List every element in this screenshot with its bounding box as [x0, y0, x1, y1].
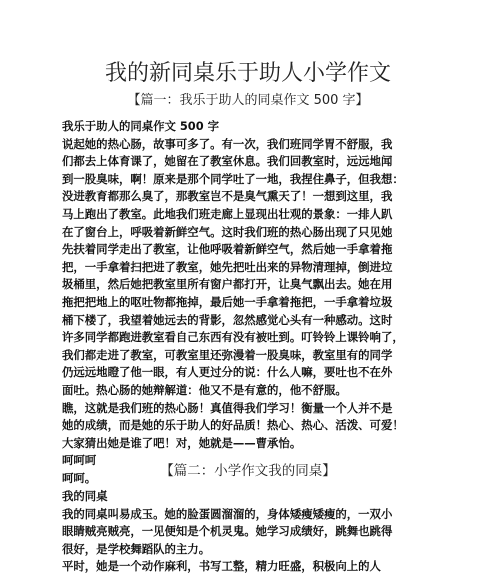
- section2-line: 很好，是学校舞蹈队的主力。: [62, 541, 211, 556]
- section2-body: [62, 488, 442, 576]
- section1-line: 瞧，这就是我们班的热心肠！真值得我们学习！衡量一个人并不是: [62, 400, 393, 415]
- section1-line: 呵呵呵: [62, 453, 97, 468]
- section2-line: 眼睛贼亮贼亮，一见便知是个机灵鬼。她学习成绩好，跳舞也跳得: [62, 524, 393, 539]
- section1-heading: 【篇一：我乐于助人的同桌作文 500 字】: [127, 93, 369, 108]
- section1-line: 把，一手拿着扫把进了教室，她先把吐出来的异物清理掉，倒进垃: [62, 259, 393, 274]
- page-title: 我的新同桌乐于助人小学作文: [104, 61, 391, 86]
- section1-line: 呵呵。: [62, 470, 97, 485]
- section1-line: 说起她的热心肠，故事可多了。有一次，我们班同学胃不舒服，我: [62, 136, 393, 151]
- section2-line: 我的同桌: [62, 489, 108, 503]
- section2-line: 我的同桌叫易成玉。她的脸蛋圆溜溜的，身体矮瘦矮瘦的，一双小: [62, 506, 393, 521]
- section1-line: 仍远远地瞪了他一眼，有人更过分的说：什么人嘛，要吐也不在外: [62, 365, 393, 380]
- section2-line: 平时，她是一个动作麻利，书写工整，精力旺盛，积极向上的人: [62, 559, 381, 574]
- section1-line: 我乐于助人的同桌作文 500 字: [62, 119, 220, 133]
- section1-line: 桶下楼了，我望着她远去的背影，忽然感觉心头有一种感动。这时: [62, 312, 393, 327]
- section1-line: 没进教育都那么臭了，那教室岂不是臭气熏天了！一想到这里，我: [62, 189, 393, 204]
- section1-line: 们都去上体育课了，她留在了教室休息。我们回教室时，远远地闻: [62, 154, 393, 169]
- section1-body: [62, 118, 442, 487]
- section1-line: 先扶着同学走出了教室，让他呼吸着新鲜空气，然后她一手拿着拖: [62, 242, 393, 257]
- section1-line: 大家猜出她是谁了吧！对，她就是——曹承怡。: [62, 435, 302, 450]
- section1-line: 马上跑出了教室。此地我们班走廊上显现出壮观的景象：一排人趴: [62, 206, 393, 221]
- section2-heading: 【篇二：小学作文我的同桌】: [160, 463, 336, 479]
- section1-line: 我们都走进了教室，可教室里还弥漫着一股臭味，教室里有的同学: [62, 347, 393, 362]
- section1-line: 到一股臭味，啊！原来是那个同学吐了一地，我捏住鼻子，但我想：: [62, 171, 404, 186]
- section1-line: 在了窗台上，呼吸着新鲜空气。这时我们班的热心肠出现了只见她: [62, 224, 393, 239]
- section1-line: 拖把把地上的呕吐物都拖掉，最后她一手拿着拖把，一手拿着垃圾: [62, 294, 393, 309]
- section1-line: 许多同学都跑进教室看自己东西有没有被吐到。叮铃铃上课铃响了，: [62, 330, 404, 345]
- section1-line: 她的成绩，而是她的乐于助人的好品质！热心、热心、活泼、可爱！: [62, 418, 404, 433]
- section1-line: 面吐。热心肠的她辩解道：他又不是有意的，他不舒服。: [62, 382, 347, 397]
- section1-line: 圾桶里，然后她把教室里所有窗户都打开，让臭气飘出去。她在用: [62, 277, 393, 292]
